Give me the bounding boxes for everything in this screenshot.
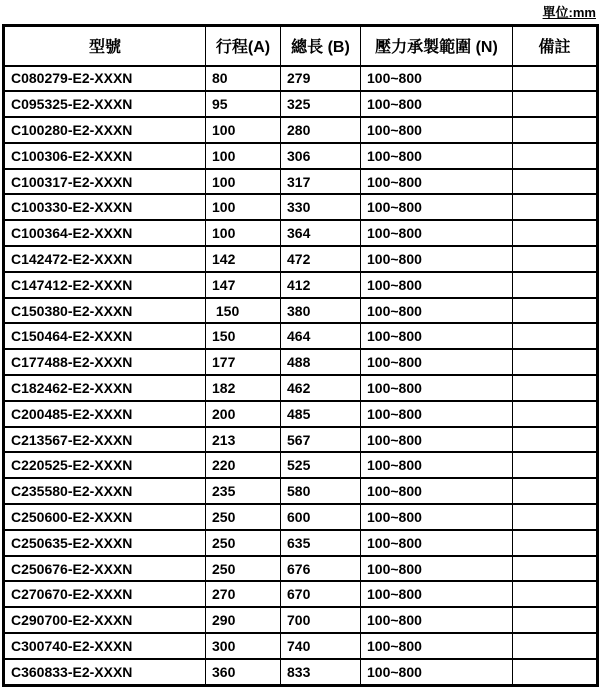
stroke-cell: 182 xyxy=(206,375,281,401)
model-cell: C100317-E2-XXXN xyxy=(4,169,206,195)
pressure-cell: 100~800 xyxy=(361,375,513,401)
table-row xyxy=(4,581,598,607)
table-row xyxy=(4,194,598,220)
model-cell: C177488-E2-XXXN xyxy=(4,349,206,375)
stroke-cell: 100 xyxy=(206,169,281,195)
stroke-cell: 213 xyxy=(206,427,281,453)
table-row xyxy=(4,323,598,349)
remarks-cell xyxy=(513,66,598,92)
length-cell: 635 xyxy=(281,530,361,556)
model-cell: C182462-E2-XXXN xyxy=(4,375,206,401)
remarks-cell xyxy=(513,504,598,530)
pressure-cell: 100~800 xyxy=(361,659,513,686)
length-cell: 485 xyxy=(281,401,361,427)
length-cell: 488 xyxy=(281,349,361,375)
pressure-cell: 100~800 xyxy=(361,66,513,92)
remarks-cell xyxy=(513,556,598,582)
stroke-cell: 290 xyxy=(206,607,281,633)
remarks-cell xyxy=(513,607,598,633)
table-row xyxy=(4,633,598,659)
length-cell: 380 xyxy=(281,298,361,324)
table-row xyxy=(4,452,598,478)
remarks-cell xyxy=(513,323,598,349)
remarks-cell xyxy=(513,272,598,298)
length-cell: 462 xyxy=(281,375,361,401)
model-cell: C200485-E2-XXXN xyxy=(4,401,206,427)
pressure-cell: 100~800 xyxy=(361,607,513,633)
model-cell: C147412-E2-XXXN xyxy=(4,272,206,298)
table-row xyxy=(4,117,598,143)
model-cell: C250635-E2-XXXN xyxy=(4,530,206,556)
stroke-cell: 142 xyxy=(206,246,281,272)
table-row xyxy=(4,349,598,375)
stroke-cell: 95 xyxy=(206,91,281,117)
stroke-cell: 80 xyxy=(206,66,281,92)
col-header-length: 總長 (B) xyxy=(281,26,361,66)
stroke-cell: 270 xyxy=(206,581,281,607)
length-cell: 525 xyxy=(281,452,361,478)
pressure-cell: 100~800 xyxy=(361,452,513,478)
length-cell: 280 xyxy=(281,117,361,143)
length-cell: 567 xyxy=(281,427,361,453)
table-row xyxy=(4,298,598,324)
pressure-cell: 100~800 xyxy=(361,427,513,453)
table-row xyxy=(4,375,598,401)
model-cell: C360833-E2-XXXN xyxy=(4,659,206,686)
col-header-remarks: 備註 xyxy=(513,26,598,66)
pressure-cell: 100~800 xyxy=(361,401,513,427)
pressure-cell: 100~800 xyxy=(361,633,513,659)
length-cell: 364 xyxy=(281,220,361,246)
remarks-cell xyxy=(513,581,598,607)
length-cell: 279 xyxy=(281,66,361,92)
length-cell: 700 xyxy=(281,607,361,633)
col-header-model: 型號 xyxy=(4,26,206,66)
table-row xyxy=(4,143,598,169)
model-cell: C080279-E2-XXXN xyxy=(4,66,206,92)
table-row xyxy=(4,556,598,582)
pressure-cell: 100~800 xyxy=(361,298,513,324)
stroke-cell: 100 xyxy=(206,117,281,143)
stroke-cell: 100 xyxy=(206,143,281,169)
table-row xyxy=(4,427,598,453)
model-cell: C100364-E2-XXXN xyxy=(4,220,206,246)
stroke-cell: 147 xyxy=(206,272,281,298)
table-row xyxy=(4,659,598,686)
model-cell: C100306-E2-XXXN xyxy=(4,143,206,169)
length-cell: 464 xyxy=(281,323,361,349)
remarks-cell xyxy=(513,427,598,453)
stroke-cell: 300 xyxy=(206,633,281,659)
remarks-cell xyxy=(513,169,598,195)
pressure-cell: 100~800 xyxy=(361,530,513,556)
remarks-cell xyxy=(513,91,598,117)
remarks-cell xyxy=(513,452,598,478)
table-row xyxy=(4,478,598,504)
table-row xyxy=(4,530,598,556)
length-cell: 670 xyxy=(281,581,361,607)
stroke-cell: 250 xyxy=(206,530,281,556)
stroke-cell: 360 xyxy=(206,659,281,686)
model-cell: C213567-E2-XXXN xyxy=(4,427,206,453)
spec-table xyxy=(2,24,599,687)
length-cell: 317 xyxy=(281,169,361,195)
col-header-stroke: 行程(A) xyxy=(206,26,281,66)
table-row xyxy=(4,246,598,272)
pressure-cell: 100~800 xyxy=(361,272,513,298)
stroke-cell: 177 xyxy=(206,349,281,375)
stroke-cell: 250 xyxy=(206,504,281,530)
model-cell: C095325-E2-XXXN xyxy=(4,91,206,117)
remarks-cell xyxy=(513,659,598,686)
remarks-cell xyxy=(513,220,598,246)
pressure-cell: 100~800 xyxy=(361,323,513,349)
unit-label: 單位:mm xyxy=(542,5,596,20)
pressure-cell: 100~800 xyxy=(361,504,513,530)
remarks-cell xyxy=(513,401,598,427)
stroke-cell: 235 xyxy=(206,478,281,504)
table-row xyxy=(4,607,598,633)
length-cell: 412 xyxy=(281,272,361,298)
length-cell: 600 xyxy=(281,504,361,530)
pressure-cell: 100~800 xyxy=(361,91,513,117)
pressure-cell: 100~800 xyxy=(361,349,513,375)
model-cell: C150464-E2-XXXN xyxy=(4,323,206,349)
header-row xyxy=(4,26,598,66)
stroke-cell: 250 xyxy=(206,556,281,582)
stroke-cell: 150 xyxy=(206,298,281,324)
length-cell: 833 xyxy=(281,659,361,686)
table-row xyxy=(4,169,598,195)
table-row xyxy=(4,66,598,92)
spec-table-header xyxy=(4,26,598,66)
model-cell: C250600-E2-XXXN xyxy=(4,504,206,530)
remarks-cell xyxy=(513,246,598,272)
model-cell: C100330-E2-XXXN xyxy=(4,194,206,220)
model-cell: C300740-E2-XXXN xyxy=(4,633,206,659)
col-header-pressure: 壓力承製範圍 (N) xyxy=(361,26,513,66)
remarks-cell xyxy=(513,375,598,401)
model-cell: C270670-E2-XXXN xyxy=(4,581,206,607)
pressure-cell: 100~800 xyxy=(361,220,513,246)
length-cell: 676 xyxy=(281,556,361,582)
pressure-cell: 100~800 xyxy=(361,143,513,169)
stroke-cell: 200 xyxy=(206,401,281,427)
pressure-cell: 100~800 xyxy=(361,169,513,195)
remarks-cell xyxy=(513,298,598,324)
remarks-cell xyxy=(513,117,598,143)
table-row xyxy=(4,504,598,530)
stroke-cell: 220 xyxy=(206,452,281,478)
stroke-cell: 100 xyxy=(206,194,281,220)
pressure-cell: 100~800 xyxy=(361,194,513,220)
spec-table-body xyxy=(4,66,598,686)
length-cell: 580 xyxy=(281,478,361,504)
pressure-cell: 100~800 xyxy=(361,556,513,582)
model-cell: C250676-E2-XXXN xyxy=(4,556,206,582)
pressure-cell: 100~800 xyxy=(361,478,513,504)
model-cell: C150380-E2-XXXN xyxy=(4,298,206,324)
remarks-cell xyxy=(513,530,598,556)
stroke-cell: 100 xyxy=(206,220,281,246)
remarks-cell xyxy=(513,143,598,169)
model-cell: C100280-E2-XXXN xyxy=(4,117,206,143)
length-cell: 330 xyxy=(281,194,361,220)
model-cell: C290700-E2-XXXN xyxy=(4,607,206,633)
table-row xyxy=(4,220,598,246)
stroke-cell: 150 xyxy=(206,323,281,349)
pressure-cell: 100~800 xyxy=(361,117,513,143)
model-cell: C142472-E2-XXXN xyxy=(4,246,206,272)
remarks-cell xyxy=(513,478,598,504)
model-cell: C220525-E2-XXXN xyxy=(4,452,206,478)
length-cell: 306 xyxy=(281,143,361,169)
length-cell: 740 xyxy=(281,633,361,659)
length-cell: 325 xyxy=(281,91,361,117)
remarks-cell xyxy=(513,349,598,375)
table-row xyxy=(4,401,598,427)
table-row xyxy=(4,91,598,117)
model-cell: C235580-E2-XXXN xyxy=(4,478,206,504)
remarks-cell xyxy=(513,633,598,659)
table-row xyxy=(4,272,598,298)
length-cell: 472 xyxy=(281,246,361,272)
pressure-cell: 100~800 xyxy=(361,581,513,607)
remarks-cell xyxy=(513,194,598,220)
pressure-cell: 100~800 xyxy=(361,246,513,272)
